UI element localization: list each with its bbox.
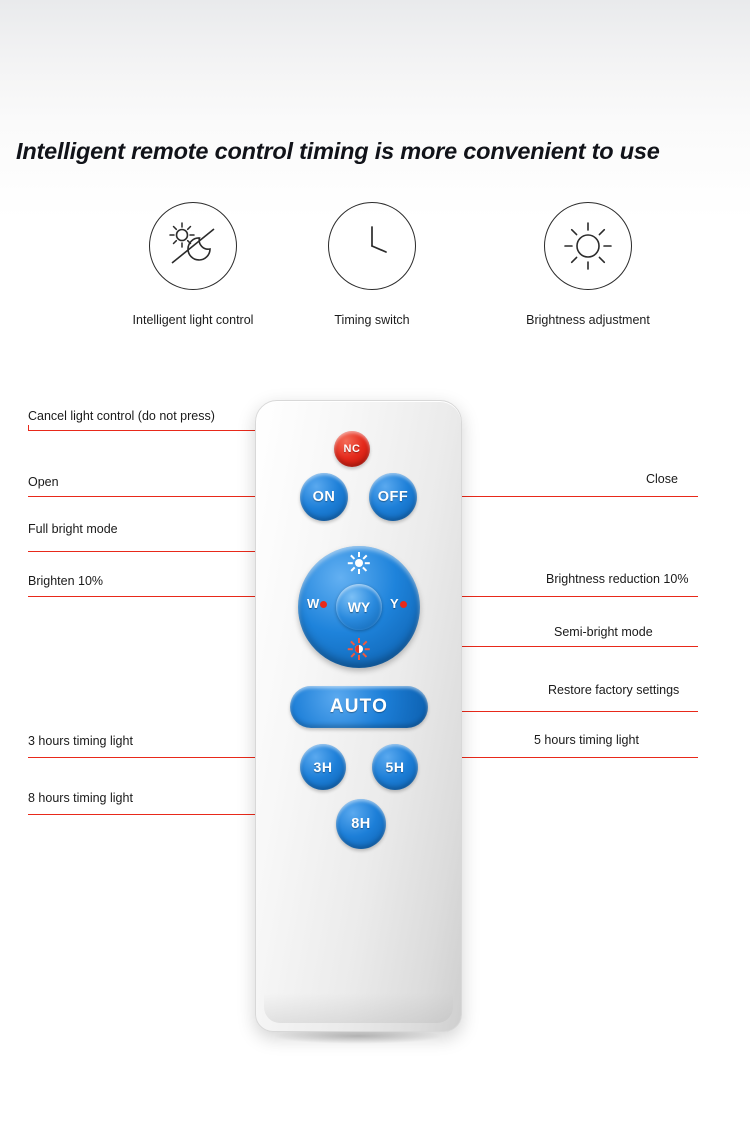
off-button[interactable]: OFF	[369, 473, 417, 521]
sun-moon-icon	[149, 202, 237, 290]
auto-button[interactable]	[290, 686, 428, 728]
brightness-dial[interactable]	[298, 546, 420, 668]
timer-3h-button[interactable]	[300, 744, 346, 790]
feature-timing-switch	[257, 202, 487, 327]
callout-elbow-cancel-light-control	[28, 425, 29, 431]
page-title: Intelligent remote control timing is more convenient to use	[16, 138, 660, 164]
feature-row	[0, 196, 750, 356]
sun-glyph-full	[348, 552, 370, 574]
callout-restore-factory-settings: Restore factory settings	[548, 683, 680, 697]
decrease-brightness-icon[interactable]	[307, 596, 328, 611]
timer-8h-button[interactable]	[336, 799, 386, 849]
timer-5h-label: 5H	[385, 759, 405, 775]
feature-brightness-adjustment	[473, 202, 703, 327]
dial-center-button[interactable]: WY	[336, 584, 382, 630]
sun-moon-glyph	[150, 203, 236, 289]
callout-timing-3h: 3 hours timing light	[28, 734, 133, 748]
sun-icon	[544, 202, 632, 290]
sun-glyph	[545, 203, 631, 289]
callout-timing-8h: 8 hours timing light	[28, 791, 133, 805]
callout-open: Open	[28, 475, 59, 489]
callout-close: Close	[646, 472, 678, 486]
callout-semi-bright-mode: Semi-bright mode	[554, 625, 653, 639]
feature-label: Intelligent light control	[132, 313, 254, 327]
clock-glyph	[329, 203, 415, 289]
dial-left-label: W	[307, 596, 320, 611]
auto-label: AUTO	[329, 696, 389, 717]
feature-label: Timing switch	[334, 313, 410, 327]
half-bright-sun-icon[interactable]	[348, 638, 370, 660]
dial-right-label: Y	[390, 596, 399, 611]
red-dot-right	[400, 601, 407, 608]
timer-3h-label: 3H	[313, 759, 333, 775]
full-bright-sun-icon[interactable]	[348, 552, 370, 574]
callout-timing-5h: 5 hours timing light	[534, 733, 639, 747]
callout-brighten-10: Brighten 10%	[28, 574, 104, 588]
sun-glyph-half	[348, 638, 370, 660]
feature-label: Brightness adjustment	[526, 313, 650, 327]
on-button[interactable]: ON	[300, 473, 348, 521]
nc-button[interactable]: NC	[334, 431, 370, 467]
callout-cancel-light-control: Cancel light control (do not press)	[28, 409, 215, 423]
timer-5h-button[interactable]	[372, 744, 418, 790]
increase-brightness-icon[interactable]	[390, 596, 408, 611]
remote-body	[255, 400, 462, 1032]
red-dot-left	[320, 601, 327, 608]
timer-8h-label: 8H	[351, 816, 371, 832]
clock-icon	[328, 202, 416, 290]
remote-control	[255, 400, 460, 1040]
callout-full-bright-mode: Full bright mode	[28, 522, 118, 536]
callout-brightness-reduction-10: Brightness reduction 10%	[546, 572, 689, 586]
